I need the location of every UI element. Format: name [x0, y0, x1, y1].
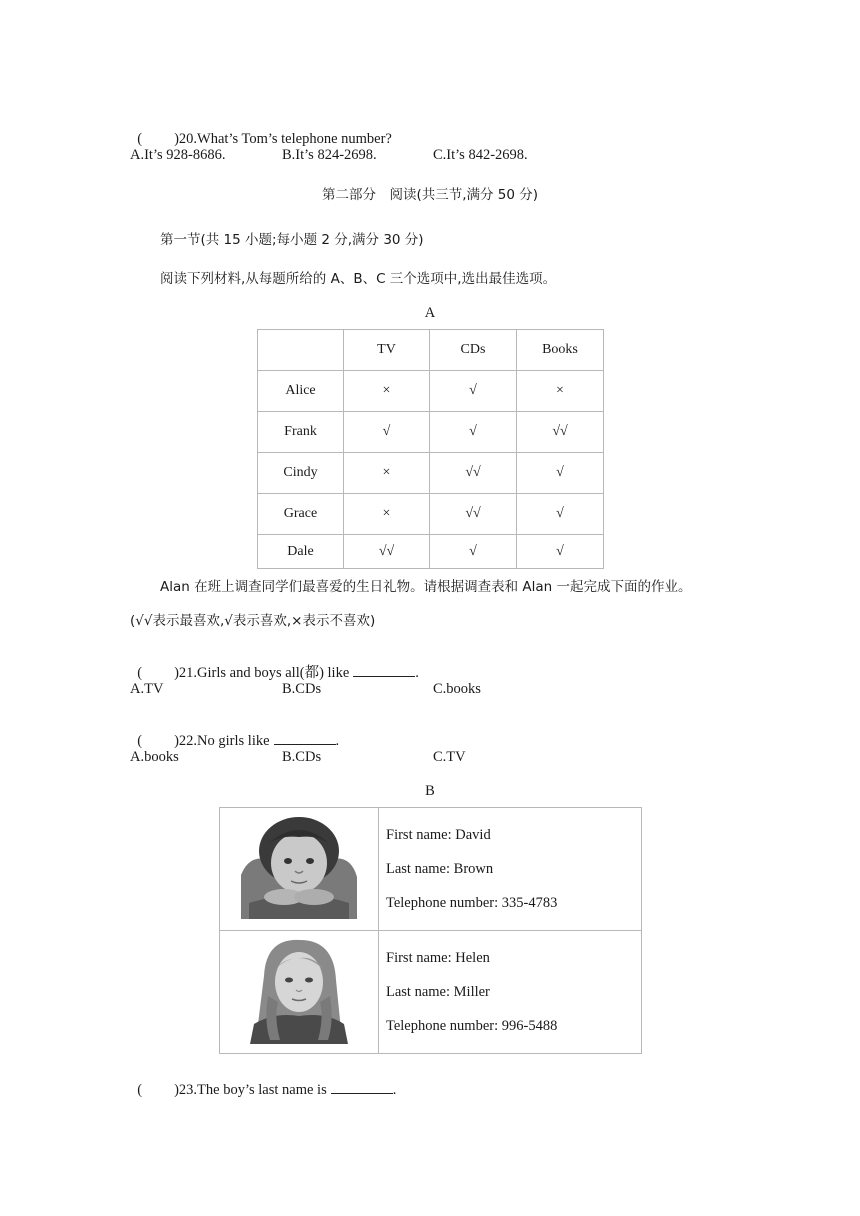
table-row	[258, 453, 604, 494]
student-name: Grace	[258, 494, 344, 535]
passage-a-intro: Alan 在班上调查同学们最喜爱的生日礼物。请根据调查表和 Alan 一起完成下面的作业。	[160, 579, 692, 595]
option-b[interactable]: B.It’s 824-2698.	[282, 147, 377, 163]
answer-paren[interactable]: (	[137, 733, 143, 749]
table-row	[258, 535, 604, 569]
answer-blank[interactable]	[331, 1081, 393, 1094]
question-text: )20.What’s Tom’s telephone number?	[174, 131, 392, 147]
answer-blank[interactable]	[274, 732, 336, 745]
gift-survey-table	[257, 329, 604, 569]
student-name: Cindy	[258, 453, 344, 494]
student-name: Frank	[258, 412, 344, 453]
telephone-number: Telephone number: 335-4783	[386, 895, 558, 911]
table-cell: ×	[344, 453, 430, 494]
first-name: First name: Helen	[386, 950, 490, 966]
table-cell: √√	[517, 412, 604, 453]
contact-table	[219, 807, 642, 1054]
passage-a-legend: (√√表示最喜欢,√表示喜欢,×表示不喜欢)	[130, 613, 376, 629]
question-23	[130, 1063, 396, 1099]
question-text: )23.The boy’s last name is	[174, 1082, 327, 1098]
section-title: 第一节(共 15 小题;每小题 2 分,满分 30 分)	[160, 232, 424, 248]
passage-b-label: B	[425, 783, 435, 799]
option-b[interactable]: B.CDs	[282, 749, 322, 765]
answer-paren[interactable]: (	[137, 1082, 143, 1098]
telephone-number: Telephone number: 996-5488	[386, 1018, 558, 1034]
answer-paren[interactable]: (	[137, 131, 143, 147]
student-name: Dale	[258, 535, 344, 569]
table-row	[220, 931, 642, 1054]
last-name: Last name: Brown	[386, 861, 494, 877]
table-cell: √	[517, 494, 604, 535]
table-cell: √√	[430, 494, 517, 535]
photo-cell	[220, 808, 379, 931]
table-cell: √	[430, 535, 517, 569]
table-row	[258, 371, 604, 412]
girl-photo	[244, 936, 354, 1044]
table-row	[258, 412, 604, 453]
info-cell	[379, 808, 642, 931]
table-cell: √	[517, 453, 604, 494]
table-cell: ×	[344, 494, 430, 535]
table-cell: √	[430, 371, 517, 412]
table-row	[220, 808, 642, 931]
option-c[interactable]: C.books	[433, 681, 481, 697]
header-cell: Books	[517, 330, 604, 371]
table-cell: ×	[344, 371, 430, 412]
student-name: Alice	[258, 371, 344, 412]
table-cell: √	[344, 412, 430, 453]
option-a[interactable]: A.books	[130, 749, 179, 765]
info-cell	[379, 931, 642, 1054]
question-text: )21.Girls and boys all(都) like	[174, 665, 350, 681]
table-cell: √	[430, 412, 517, 453]
first-name: First name: David	[386, 827, 491, 843]
table-row	[258, 494, 604, 535]
answer-paren[interactable]: (	[137, 665, 143, 681]
option-b[interactable]: B.CDs	[282, 681, 322, 697]
photo-cell	[220, 931, 379, 1054]
header-cell: TV	[344, 330, 430, 371]
boy-photo	[239, 815, 359, 919]
question-text: )22.No girls like	[174, 733, 270, 749]
option-c[interactable]: C.TV	[433, 749, 466, 765]
table-header-row	[258, 330, 604, 371]
option-a[interactable]: A.TV	[130, 681, 164, 697]
passage-a-label: A	[424, 305, 436, 321]
table-cell: √	[517, 535, 604, 569]
last-name: Last name: Miller	[386, 984, 490, 1000]
table-cell: ×	[517, 371, 604, 412]
question-21	[130, 646, 419, 682]
answer-blank[interactable]	[353, 664, 415, 677]
table-cell: √√	[344, 535, 430, 569]
question-end: .	[392, 1082, 397, 1098]
table-cell: √√	[430, 453, 517, 494]
question-20	[130, 112, 392, 148]
option-c[interactable]: C.It’s 842-2698.	[433, 147, 528, 163]
option-a[interactable]: A.It’s 928-8686.	[130, 147, 226, 163]
instructions: 阅读下列材料,从每题所给的 A、B、C 三个选项中,选出最佳选项。	[160, 271, 557, 287]
question-22	[130, 714, 339, 750]
header-cell	[258, 330, 344, 371]
question-end: .	[415, 665, 419, 681]
question-end: .	[335, 733, 340, 749]
header-cell: CDs	[430, 330, 517, 371]
part-title: 第二部分 阅读(共三节,满分 50 分)	[321, 187, 539, 203]
